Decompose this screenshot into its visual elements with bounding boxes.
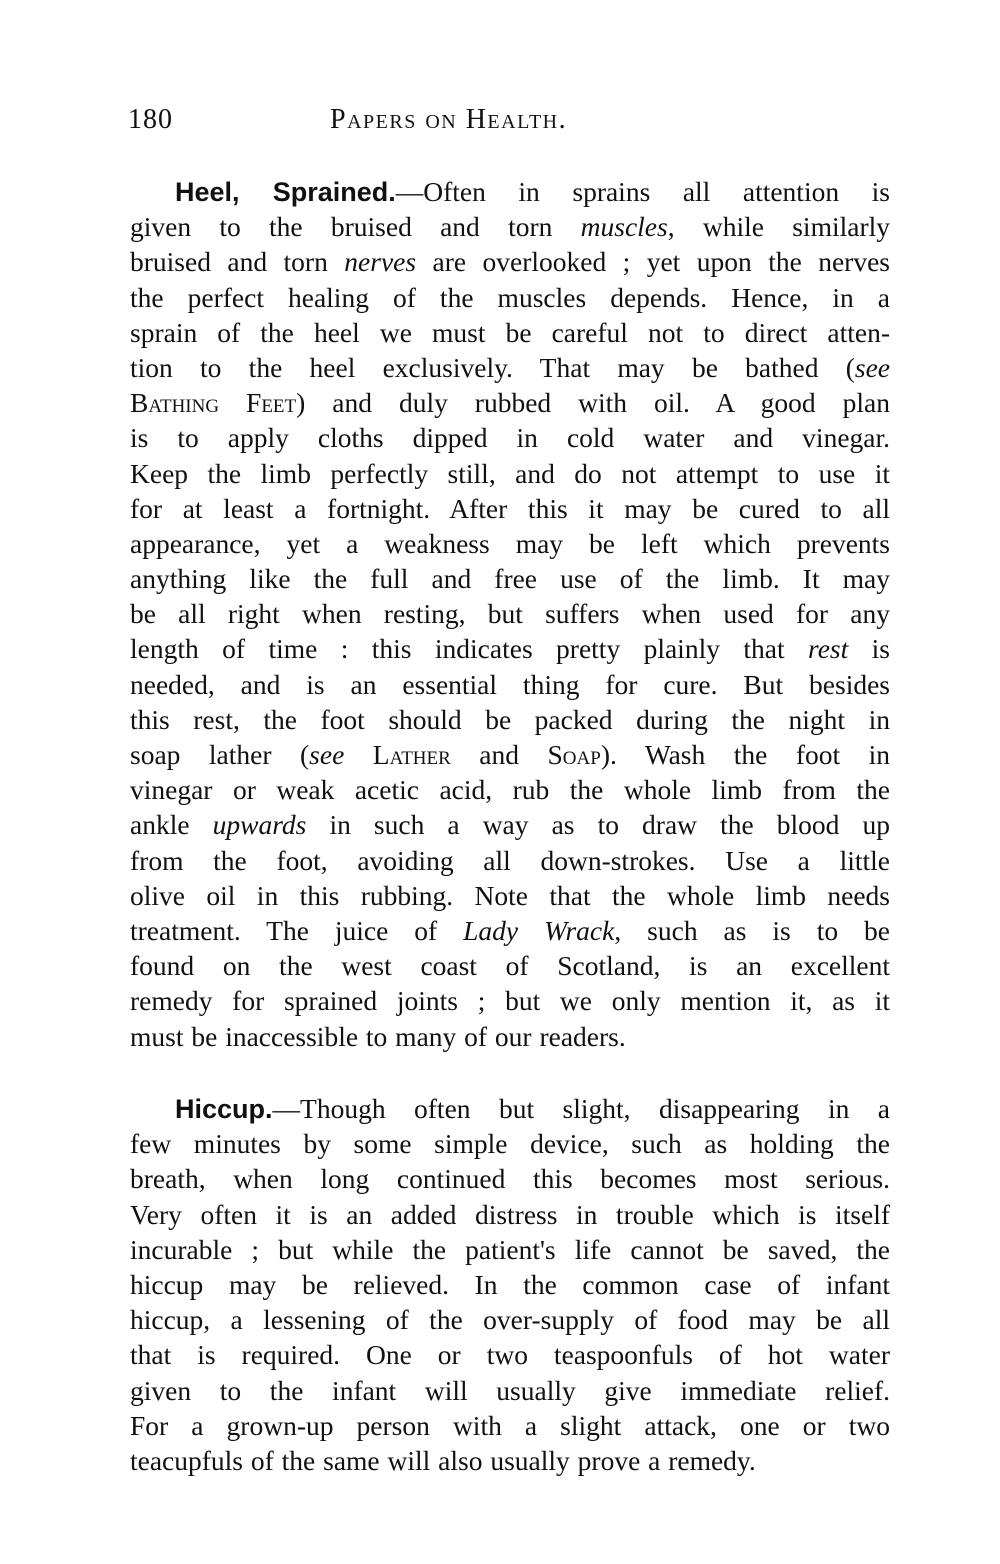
text-line — [130, 878, 890, 913]
text-line — [130, 1091, 890, 1126]
text-segment: that is required. One or two teaspoonfuls of hot water — [130, 1339, 890, 1371]
text-segment: vinegar or weak acetic acid, rub the whole limb from the — [130, 774, 890, 806]
text-segment: is to apply cloths dipped in cold water and vinegar. — [130, 422, 890, 454]
text-line — [130, 526, 890, 561]
text-segment: ). Wash the foot in — [600, 739, 891, 770]
text-line — [130, 596, 890, 631]
text-segment: remedy for sprained joints ; but we only mention it, as it — [130, 985, 890, 1017]
text-line — [130, 948, 890, 983]
text-segment: treatment. The juice of — [130, 914, 464, 946]
text-segment: anything like the full and free use of the limb. It may — [130, 563, 890, 595]
text-line — [130, 456, 890, 491]
running-title: Papers on Health. — [330, 104, 568, 135]
text-segment: and — [450, 739, 548, 770]
text-segment: ) and duly rubbed with oil. A good plan — [296, 387, 890, 419]
entry-heading: Hiccup. — [175, 1094, 273, 1124]
text-line — [130, 280, 890, 315]
text-segment: the perfect healing of the muscles depends. Hence, in a — [130, 281, 890, 313]
text-line — [130, 737, 890, 772]
text-segment: hiccup may be relieved. In the common case of infant — [130, 1268, 890, 1300]
text-segment: appearance, yet a weakness may be left which prevents — [130, 527, 890, 559]
text-line — [130, 772, 890, 807]
text-segment: hiccup, a lessening of the over-supply of food may be all — [130, 1304, 890, 1336]
text-segment: —Often in sprains all attention is — [395, 176, 890, 207]
cross-reference: Bathing Feet — [130, 387, 297, 419]
text-segment: , while similarly — [667, 211, 890, 243]
text-line — [130, 1019, 890, 1054]
text-line — [130, 1126, 890, 1161]
text-line — [130, 244, 890, 279]
text-line — [130, 1267, 890, 1302]
text-segment: given to the infant will usually give immediate relief. — [130, 1374, 890, 1406]
text-segment: found on the west coast of Scotland, is an excellent — [130, 950, 890, 982]
paragraph-heel-sprained — [130, 174, 890, 1054]
text-line — [130, 1197, 890, 1232]
text-segment — [344, 739, 373, 770]
text-segment: Very often it is an added distress in trouble which is itself — [130, 1198, 890, 1230]
text-line — [130, 913, 890, 948]
text-line — [130, 561, 890, 596]
italic-text: upwards — [212, 809, 307, 841]
text-segment: from the foot, avoiding all down-strokes. Use a little — [130, 844, 890, 876]
text-segment: must be inaccessible to many of our readers. — [130, 1020, 626, 1052]
italic-text: rest — [808, 633, 849, 665]
text-segment: tion to the heel exclusively. That may be bathed ( — [130, 351, 855, 383]
italic-text: see — [854, 351, 890, 383]
entry-heading: Heel, Sprained. — [175, 177, 396, 207]
text-segment: needed, and is an essential thing for cure. But besides — [130, 668, 890, 700]
text-line — [130, 385, 890, 420]
text-line — [130, 1302, 890, 1337]
text-line — [130, 1161, 890, 1196]
italic-text: muscles — [580, 211, 668, 243]
text-segment: length of time : this indicates pretty plainly that — [130, 633, 809, 665]
text-line — [130, 631, 890, 666]
text-line — [130, 1373, 890, 1408]
text-segment: ankle — [130, 809, 213, 841]
paragraph-hiccup — [130, 1091, 890, 1478]
text-segment: teacupfuls of the same will also usually prove a remedy. — [130, 1444, 756, 1476]
text-line — [130, 420, 890, 455]
text-segment: are overlooked ; yet upon the nerves — [416, 246, 890, 278]
text-segment: Keep the limb perfectly still, and do not attempt to use it — [130, 457, 890, 489]
text-segment: bruised and torn — [130, 246, 345, 278]
text-line — [130, 174, 890, 209]
page-number: 180 — [128, 104, 173, 135]
italic-text: Lady Wrack — [463, 914, 615, 946]
text-line — [130, 807, 890, 842]
text-line — [130, 315, 890, 350]
text-line — [130, 209, 890, 244]
text-segment: is — [848, 633, 890, 665]
text-segment: sprain of the heel we must be careful not to direct atten- — [130, 316, 890, 348]
text-line — [130, 1408, 890, 1443]
text-line — [130, 350, 890, 385]
text-line — [130, 667, 890, 702]
text-line — [130, 1232, 890, 1267]
text-segment: incurable ; but while the patient's life cannot be saved, the — [130, 1233, 890, 1265]
text-segment: —Though often but slight, disappearing in a — [272, 1093, 890, 1124]
text-segment: be all right when resting, but suffers when used for any — [130, 598, 890, 630]
cross-reference: Soap — [547, 739, 601, 770]
text-line — [130, 702, 890, 737]
italic-text: nerves — [344, 246, 417, 278]
text-line — [130, 1337, 890, 1372]
text-segment: this rest, the foot should be packed during the night in — [130, 703, 890, 735]
text-segment: breath, when long continued this becomes most serious. — [130, 1163, 890, 1195]
text-segment: few minutes by some simple device, such as holding the — [130, 1128, 890, 1160]
text-segment: For a grown-up person with a slight attack, one or two — [130, 1409, 890, 1441]
text-segment: olive oil in this rubbing. Note that the whole limb needs — [130, 879, 890, 911]
text-segment: soap lather ( — [130, 739, 310, 770]
text-line — [130, 843, 890, 878]
text-line — [130, 1443, 890, 1478]
italic-text: see — [309, 739, 345, 770]
text-segment: , such as is to be — [614, 914, 890, 946]
text-segment: given to the bruised and torn — [130, 211, 581, 243]
cross-reference: Lather — [372, 739, 451, 770]
text-line — [130, 983, 890, 1018]
text-segment: in such a way as to draw the blood up — [306, 809, 890, 841]
text-line — [130, 491, 890, 526]
text-segment: for at least a fortnight. After this it may be cured to all — [130, 492, 890, 524]
